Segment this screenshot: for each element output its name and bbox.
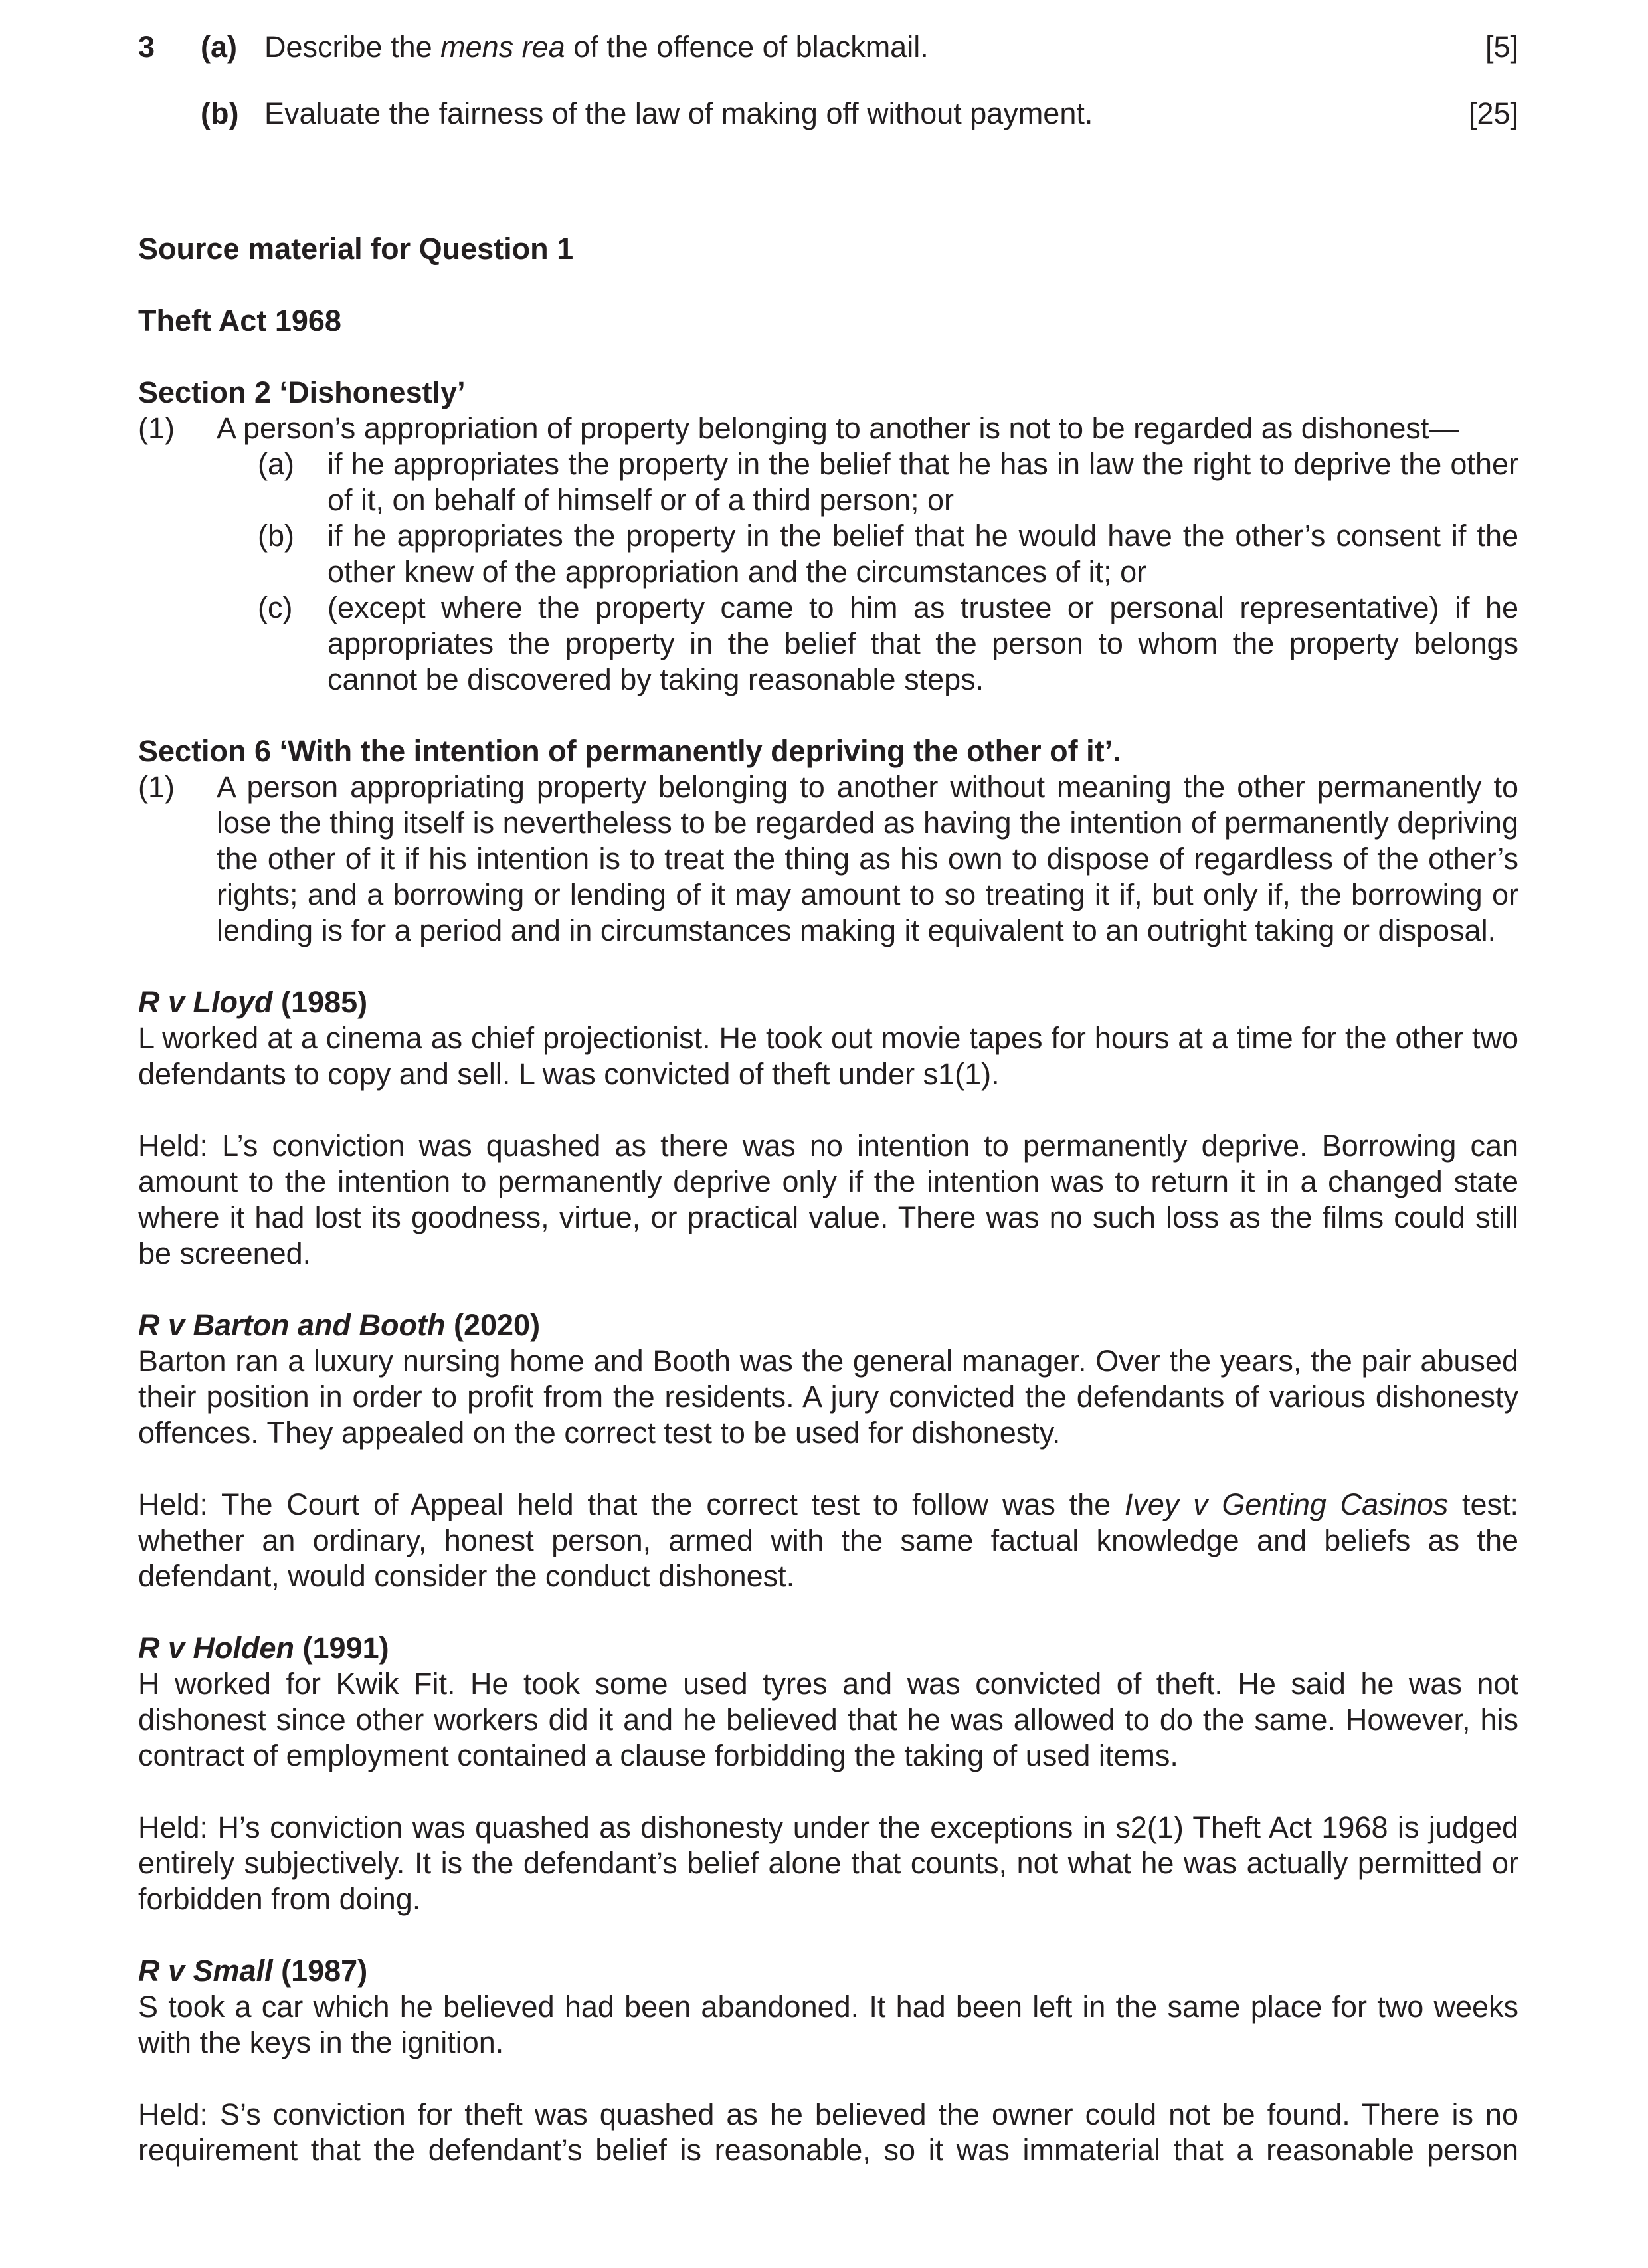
- text-segment: Held: The Court of Appeal held that the correct test to follow was the: [138, 1487, 1125, 1521]
- case-facts: Barton ran a luxury nursing home and Booth was the general manager. Over the years, the pair abused their position in order to profit from the residents. A jury convicted the defendants of various dishonesty offences. They appealed on the correct test to be used for dishonesty.: [138, 1344, 1518, 1450]
- subsection-text: A person’s appropriation of property belonging to another is not to be regarded as dishonest—: [217, 411, 1459, 445]
- case-year: (1987): [272, 1954, 368, 1988]
- case-name: R v Barton and Booth: [138, 1308, 446, 1342]
- case-facts: H worked for Kwik Fit. He took some used tyres and was convicted of theft. He said he was not dishonest since other workers did it and he believed that he was allowed to do the same. However, his contract of employment contained a clause forbidding the taking of used items.: [138, 1667, 1518, 1772]
- italic-case-name: Ivey v Genting Casinos: [1124, 1487, 1449, 1521]
- italic-term: mens rea: [440, 30, 565, 64]
- section-6-subsection-1: [138, 769, 1518, 949]
- question-number: 3: [138, 30, 155, 64]
- case-held: [138, 1487, 1518, 1594]
- case-heading-barton: [138, 1307, 1518, 1343]
- act-title: Theft Act 1968: [138, 304, 341, 337]
- case-heading-lloyd: [138, 985, 1518, 1020]
- question-text: Evaluate the fairness of the law of making off without payment.: [264, 96, 1093, 130]
- text-segment: of the offence of blackmail.: [565, 30, 929, 64]
- case-held: Held: S’s conviction for theft was quashed as he believed the owner could not be found. There is no requirement that the defendant’s belief is reasonable, so it was immaterial that a reasonable person: [138, 2097, 1518, 2167]
- marks: [5]: [1485, 30, 1518, 64]
- item-text: (except where the property came to him as trustee or personal representative) if he appropriates the property in the belief that the person to whom the property belongs cannot be discovered by taking reasonable steps.: [327, 591, 1518, 696]
- part-label: (a): [201, 30, 237, 64]
- exam-page: [138, 29, 1518, 2168]
- case-held: Held: H’s conviction was quashed as dishonesty under the exceptions in s2(1) Theft Act 1968 is judged entirely subjectively. It is the defendant’s belief alone that counts, not what he was actually permitted or forbidden from doing.: [138, 1810, 1518, 1916]
- case-facts: S took a car which he believed had been abandoned. It had been left in the same place for two weeks with the keys in the ignition.: [138, 1990, 1518, 2059]
- part-label: (b): [201, 96, 239, 130]
- item-text: if he appropriates the property in the belief that he would have the other’s consent if the other knew of the appropriation and the circumstances of it; or: [327, 519, 1518, 589]
- subsection-number: (1): [138, 411, 175, 445]
- question-3a: [138, 29, 1518, 65]
- case-year: (2020): [445, 1308, 541, 1342]
- section-2-heading: Section 2 ‘Dishonestly’: [138, 375, 466, 409]
- item-number: (a): [258, 447, 294, 481]
- case-year: (1985): [272, 985, 368, 1019]
- question-text: [264, 29, 929, 65]
- item-number: (c): [258, 591, 293, 624]
- case-held: Held: L’s conviction was quashed as there was no intention to permanently deprive. Borrowing can amount to the intention to permanently deprive only if the intention was to return it in a changed state where it had lost its goodness, virtue, or practical value. There was no such loss as the films could still be screened.: [138, 1129, 1518, 1270]
- item-number: (b): [258, 519, 294, 553]
- subsection-number: (1): [138, 770, 175, 804]
- case-name: R v Holden: [138, 1631, 295, 1665]
- section-6-heading: Section 6 ‘With the intention of permanently depriving the other of it’.: [138, 734, 1121, 768]
- case-name: R v Lloyd: [138, 985, 273, 1019]
- section-2-subsection-1: [138, 411, 1518, 446]
- case-heading-holden: [138, 1630, 1518, 1666]
- text-segment: Describe the: [264, 30, 441, 64]
- text-segment: test: whether an ordinary, honest person, armed with the same factual knowledge and beliefs as the defendant, would consider the conduct dishonest.: [138, 1487, 1518, 1593]
- source-heading: Source material for Question 1: [138, 232, 574, 266]
- section-2-item-a: [138, 446, 1518, 518]
- case-year: (1991): [294, 1631, 389, 1665]
- section-2-item-b: [138, 518, 1518, 590]
- case-facts: L worked at a cinema as chief projectionist. He took out movie tapes for hours at a time for the other two defendants to copy and sell. L was convicted of theft under s1(1).: [138, 1021, 1518, 1091]
- case-name: R v Small: [138, 1954, 273, 1988]
- section-2-item-c: [138, 590, 1518, 698]
- subsection-text: A person appropriating property belonging to another without meaning the other permanently to lose the thing itself is nevertheless to be regarded as having the intention of permanently depriving the other of it if his intention is to treat the thing as his own to dispose of regardless of the other’s rights; and a borrowing or lending of it may amount to so treating it if, but only if, the borrowing or lending is for a period and in circumstances making it equivalent to an outright taking or disposal.: [217, 770, 1518, 947]
- case-heading-small: [138, 1953, 1518, 1989]
- marks: [25]: [1468, 96, 1518, 130]
- item-text: if he appropriates the property in the belief that he has in law the right to deprive the other of it, on behalf of himself or of a third person; or: [327, 447, 1518, 517]
- question-3b: [138, 96, 1518, 132]
